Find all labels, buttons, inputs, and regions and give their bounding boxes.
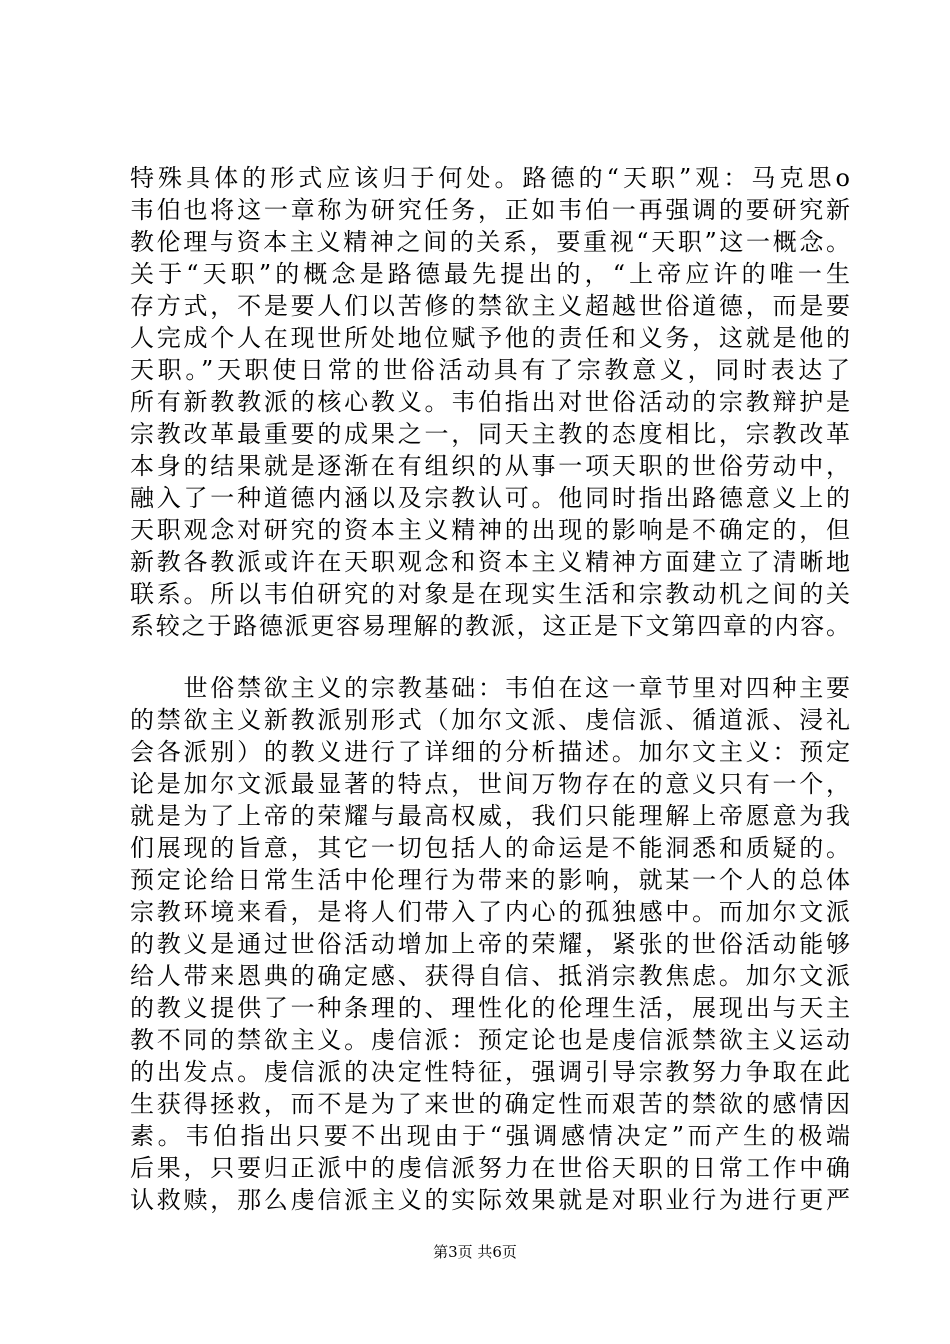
paragraph-asceticism [130, 672, 850, 1216]
paragraph-spacer [130, 642, 850, 672]
text-line: 存方式，不是要人们以苦修的禁欲主义超越世俗道德，而是要 [130, 292, 850, 320]
text-line: 生获得拯救，而不是为了来世的确定性而艰苦的禁欲的感情因 [130, 1090, 850, 1118]
text-line: 素。韦伯指出只要不出现由于“强调感情决定”而产生的极端 [130, 1122, 850, 1150]
text-line: 的出发点。虔信派的决定性特征，强调引导宗教努力争取在此 [130, 1058, 850, 1086]
text-line: 宗教改革最重要的成果之一，同天主教的态度相比，宗教改革 [130, 420, 850, 448]
text-line: 预定论给日常生活中伦理行为带来的影响，就某一个人的总体 [130, 866, 850, 894]
text-line: 论是加尔文派最显著的特点，世间万物存在的意义只有一个， [130, 770, 850, 798]
text-line: 关于“天职”的概念是路德最先提出的，“上帝应许的唯一生 [130, 260, 850, 288]
text-line: 人完成个人在现世所处地位赋予他的责任和义务，这就是他的 [130, 324, 850, 352]
text-line: 特殊具体的形式应该归于何处。路德的“天职”观：马克思o [130, 164, 850, 192]
text-line: 认救赎，那么虔信派主义的实际效果就是对职业行为进行更严 [130, 1186, 850, 1214]
text-line: 世俗禁欲主义的宗教基础：韦伯在这一章节里对四种主要 [130, 674, 850, 702]
text-line: 的禁欲主义新教派别形式（加尔文派、虔信派、循道派、浸礼 [130, 706, 850, 734]
text-line: 给人带来恩典的确定感、获得自信、抵消宗教焦虑。加尔文派 [130, 962, 850, 990]
text-line: 融入了一种道德内涵以及宗教认可。他同时指出路德意义上的 [130, 484, 850, 512]
text-line: 系较之于路德派更容易理解的教派，这正是下文第四章的内容。 [130, 612, 850, 640]
text-line: 联系。所以韦伯研究的对象是在现实生活和宗教动机之间的关 [130, 580, 850, 608]
text-line: 们展现的旨意，其它一切包括人的命运是不能洞悉和质疑的。 [130, 834, 850, 862]
text-line: 的教义是通过世俗活动增加上帝的荣耀，紧张的世俗活动能够 [130, 930, 850, 958]
text-line: 教伦理与资本主义精神之间的关系，要重视“天职”这一概念。 [130, 228, 850, 256]
text-line: 就是为了上帝的荣耀与最高权威，我们只能理解上帝愿意为我 [130, 802, 850, 830]
text-line: 新教各教派或许在天职观念和资本主义精神方面建立了清晰地 [130, 548, 850, 576]
paragraph-tianzhi [130, 162, 850, 642]
text-line: 韦伯也将这一章称为研究任务，正如韦伯一再强调的要研究新 [130, 196, 850, 224]
text-line: 的教义提供了一种条理的、理性化的伦理生活，展现出与天主 [130, 994, 850, 1022]
text-line: 后果，只要归正派中的虔信派努力在世俗天职的日常工作中确 [130, 1154, 850, 1182]
document-body [130, 162, 850, 1216]
text-line: 本身的结果就是逐渐在有组织的从事一项天职的世俗劳动中， [130, 452, 850, 480]
text-line: 天职观念对研究的资本主义精神的出现的影响是不确定的，但 [130, 516, 850, 544]
text-line: 宗教环境来看，是将人们带入了内心的孤独感中。而加尔文派 [130, 898, 850, 926]
page-number-footer: 第3页 共6页 [433, 1243, 517, 1261]
text-line: 天职。”天职使日常的世俗活动具有了宗教意义，同时表达了 [130, 356, 850, 384]
text-line: 教不同的禁欲主义。虔信派：预定论也是虔信派禁欲主义运动 [130, 1026, 850, 1054]
text-line: 所有新教教派的核心教义。韦伯指出对世俗活动的宗教辩护是 [130, 388, 850, 416]
text-line: 会各派别）的教义进行了详细的分析描述。加尔文主义：预定 [130, 738, 850, 766]
